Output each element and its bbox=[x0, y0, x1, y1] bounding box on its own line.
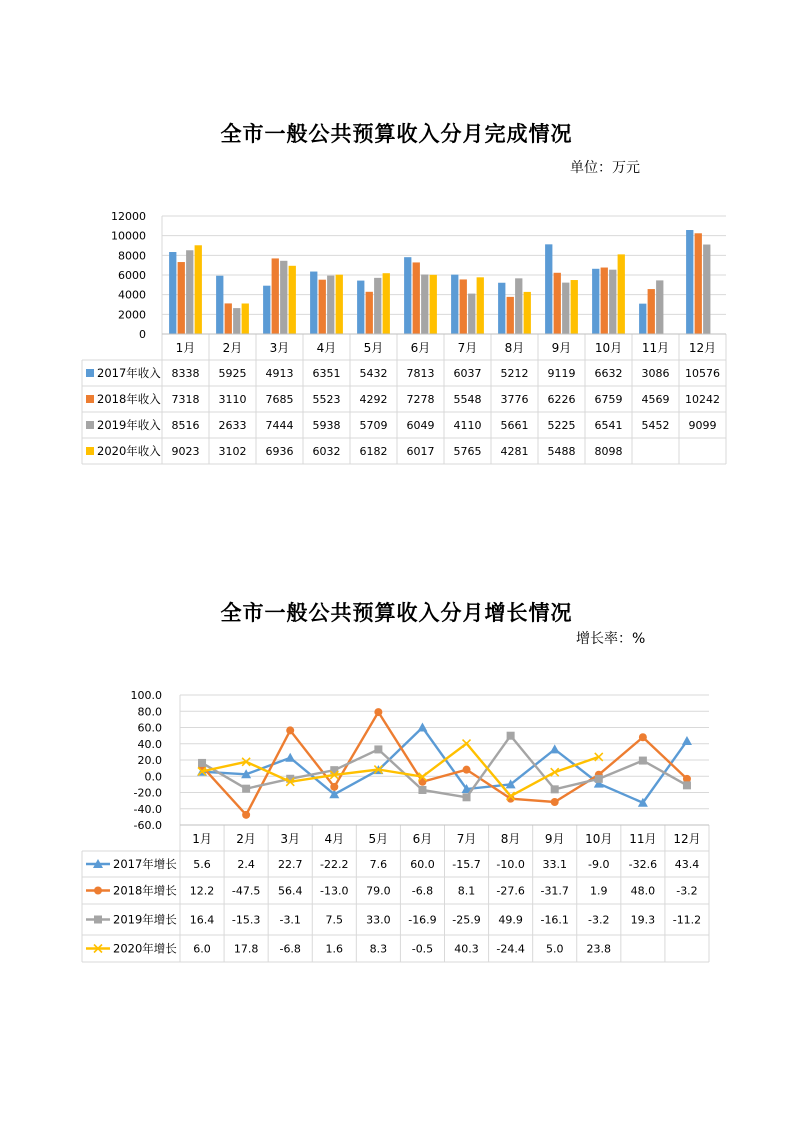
bar bbox=[703, 245, 710, 334]
data-label: -3.2 bbox=[588, 913, 610, 927]
marker bbox=[198, 759, 206, 767]
x-tick-label: 8月 bbox=[504, 341, 525, 355]
bar bbox=[336, 275, 343, 334]
data-label: 22.7 bbox=[277, 858, 303, 871]
data-label: 5523 bbox=[312, 393, 341, 406]
data-label: 19.3 bbox=[630, 913, 656, 927]
legend-label: 2017年收入 bbox=[97, 366, 161, 380]
legend-swatch bbox=[86, 369, 94, 377]
y-tick-label: 0.0 bbox=[144, 770, 162, 784]
data-label: -0.5 bbox=[411, 942, 434, 956]
data-label: -10.0 bbox=[496, 858, 525, 871]
data-label: -15.3 bbox=[231, 913, 261, 927]
bar bbox=[648, 289, 655, 334]
x-tick-label: 7月 bbox=[457, 341, 478, 355]
marker bbox=[463, 766, 471, 774]
data-label: 6351 bbox=[312, 367, 341, 380]
bar bbox=[272, 258, 279, 334]
legend-label: 2018年增长 bbox=[113, 883, 177, 898]
data-label: 60.0 bbox=[410, 858, 435, 871]
bar bbox=[571, 280, 578, 334]
data-label: 6541 bbox=[594, 419, 623, 432]
marker bbox=[550, 744, 560, 753]
data-label: 3102 bbox=[218, 445, 247, 458]
marker bbox=[94, 887, 102, 895]
x-tick-label: 1月 bbox=[175, 341, 196, 355]
legend-label: 2017年增长 bbox=[113, 857, 177, 871]
chart1-title: 全市一般公共预算收入分月完成情况 bbox=[220, 121, 573, 146]
x-tick-label: 10月 bbox=[585, 832, 613, 846]
data-label: 4292 bbox=[359, 393, 388, 406]
data-label: 23.8 bbox=[586, 942, 612, 956]
data-label: 40.3 bbox=[454, 942, 479, 956]
data-label: 6049 bbox=[406, 419, 435, 432]
data-label: 7685 bbox=[265, 393, 294, 406]
data-label: 2633 bbox=[218, 419, 247, 432]
y-tick-label: 100.0 bbox=[130, 689, 162, 702]
x-tick-label: 3月 bbox=[269, 341, 290, 355]
data-label: 5548 bbox=[453, 393, 482, 406]
bar bbox=[451, 275, 458, 334]
series-line bbox=[202, 736, 687, 798]
data-label: 6182 bbox=[359, 445, 388, 458]
x-tick-label: 7月 bbox=[456, 832, 477, 846]
data-label: 5925 bbox=[218, 367, 247, 380]
bar bbox=[310, 272, 317, 334]
legend-label: 2020年收入 bbox=[97, 444, 161, 458]
data-label: 5709 bbox=[359, 419, 388, 432]
data-label: 4569 bbox=[641, 393, 670, 406]
data-label: -11.2 bbox=[672, 913, 702, 927]
data-label: 9023 bbox=[171, 445, 200, 458]
data-label: 4110 bbox=[453, 419, 482, 432]
bar bbox=[216, 276, 223, 334]
bar bbox=[357, 281, 364, 334]
y-tick-label: 0 bbox=[139, 328, 146, 341]
bar bbox=[178, 262, 185, 334]
data-label: 5938 bbox=[312, 419, 341, 432]
x-tick-label: 11月 bbox=[641, 341, 670, 355]
data-label: -3.2 bbox=[676, 884, 698, 898]
data-label: 9099 bbox=[688, 419, 717, 432]
marker bbox=[285, 753, 295, 762]
y-tick-label: 40.0 bbox=[137, 737, 162, 751]
x-tick-label: 12月 bbox=[688, 341, 717, 355]
legend-label: 2020年增长 bbox=[113, 941, 177, 956]
data-label: -16.1 bbox=[540, 913, 569, 927]
y-tick-label: 6000 bbox=[118, 269, 146, 282]
data-label: 6759 bbox=[594, 393, 623, 406]
data-label: -9.0 bbox=[588, 858, 610, 871]
data-label: 5452 bbox=[641, 419, 670, 432]
legend-label: 2019年收入 bbox=[97, 418, 161, 432]
bar bbox=[319, 280, 326, 334]
data-label: 1.9 bbox=[590, 884, 608, 898]
data-label: 6032 bbox=[312, 445, 341, 458]
bar bbox=[383, 273, 390, 334]
chart1-unit-label: 单位：万元 bbox=[570, 160, 640, 176]
data-label: 33.1 bbox=[542, 858, 567, 871]
marker bbox=[94, 916, 102, 924]
data-label: 10576 bbox=[685, 367, 720, 380]
marker bbox=[595, 775, 603, 783]
x-tick-label: 5月 bbox=[368, 832, 389, 846]
data-label: 6226 bbox=[547, 393, 576, 406]
x-tick-label: 12月 bbox=[673, 832, 701, 846]
y-tick-label: 20.0 bbox=[137, 754, 162, 767]
data-label: -32.6 bbox=[628, 858, 658, 871]
x-tick-label: 2月 bbox=[222, 341, 243, 355]
data-label: 8.1 bbox=[457, 884, 476, 898]
y-tick-label: 80.0 bbox=[137, 705, 162, 719]
data-label: 12.2 bbox=[189, 884, 215, 898]
data-label: 5661 bbox=[500, 419, 529, 432]
data-label: -6.8 bbox=[279, 942, 301, 956]
bar bbox=[186, 250, 193, 334]
legend-label: 2018年收入 bbox=[97, 392, 161, 406]
bar bbox=[225, 303, 232, 334]
bar bbox=[524, 292, 531, 334]
marker bbox=[551, 798, 559, 806]
x-tick-label: 9月 bbox=[551, 341, 572, 355]
bar bbox=[592, 269, 599, 334]
bar bbox=[554, 273, 561, 334]
bar bbox=[498, 283, 505, 334]
x-tick-label: 8月 bbox=[500, 832, 521, 846]
y-tick-label: -40.0 bbox=[133, 802, 162, 816]
x-tick-label: 4月 bbox=[316, 341, 337, 355]
chart2-title: 全市一般公共预算收入分月增长情况 bbox=[220, 600, 573, 625]
y-tick-label: 8000 bbox=[118, 249, 146, 263]
data-label: 33.0 bbox=[366, 913, 391, 927]
data-label: 79.0 bbox=[366, 884, 391, 898]
marker bbox=[242, 811, 250, 819]
marker bbox=[507, 732, 515, 740]
marker bbox=[418, 786, 426, 794]
bar bbox=[366, 292, 373, 334]
bar bbox=[280, 261, 287, 334]
data-label: 7318 bbox=[171, 393, 200, 406]
data-label: 7.5 bbox=[325, 913, 344, 927]
data-label: 5225 bbox=[547, 419, 576, 432]
data-label: 9119 bbox=[547, 367, 576, 380]
data-label: 5.6 bbox=[193, 858, 211, 871]
bar bbox=[195, 245, 202, 334]
data-label: 56.4 bbox=[277, 884, 303, 898]
bar bbox=[562, 283, 569, 334]
x-tick-label: 10月 bbox=[594, 341, 623, 355]
bar bbox=[507, 297, 514, 334]
y-tick-label: -60.0 bbox=[133, 819, 162, 832]
x-tick-label: 6月 bbox=[412, 832, 433, 846]
y-tick-label: 60.0 bbox=[137, 721, 162, 735]
bar bbox=[169, 252, 176, 334]
bar bbox=[327, 276, 334, 334]
data-label: 4281 bbox=[500, 445, 529, 458]
data-label: 3110 bbox=[218, 393, 247, 406]
bar bbox=[477, 277, 484, 334]
data-label: 43.4 bbox=[674, 858, 700, 871]
data-label: 6936 bbox=[265, 445, 294, 458]
x-tick-label: 9月 bbox=[544, 832, 565, 846]
data-label: 3776 bbox=[500, 393, 529, 406]
data-label: 5488 bbox=[547, 445, 576, 458]
bar bbox=[233, 308, 240, 334]
data-label: -27.6 bbox=[496, 884, 525, 898]
x-tick-label: 2月 bbox=[236, 832, 256, 846]
marker bbox=[682, 736, 692, 745]
y-tick-label: 12000 bbox=[111, 210, 146, 223]
data-label: -16.9 bbox=[408, 913, 437, 927]
y-tick-label: 10000 bbox=[111, 229, 146, 243]
bar bbox=[468, 294, 475, 334]
legend-swatch bbox=[86, 395, 94, 403]
x-tick-label: 6月 bbox=[410, 341, 431, 355]
data-label: 5432 bbox=[359, 367, 388, 380]
marker bbox=[374, 708, 382, 716]
marker bbox=[683, 781, 691, 789]
data-label: 1.6 bbox=[325, 942, 344, 956]
bar bbox=[263, 286, 270, 334]
data-label: 5212 bbox=[500, 367, 529, 380]
marker bbox=[639, 757, 647, 765]
bar bbox=[686, 230, 693, 334]
data-label: 5765 bbox=[453, 445, 482, 458]
x-tick-label: 3月 bbox=[280, 832, 301, 846]
data-label: 8.3 bbox=[369, 942, 388, 956]
marker bbox=[242, 785, 250, 793]
data-label: 17.8 bbox=[233, 942, 259, 956]
data-label: -13.0 bbox=[320, 884, 349, 898]
marker bbox=[639, 733, 647, 741]
bar bbox=[374, 278, 381, 334]
bar bbox=[404, 257, 411, 334]
bar bbox=[421, 275, 428, 334]
bar bbox=[430, 275, 437, 334]
data-label: 3086 bbox=[641, 367, 670, 380]
bar bbox=[609, 270, 616, 334]
bar bbox=[656, 280, 663, 334]
bar bbox=[413, 262, 420, 334]
x-tick-label: 1月 bbox=[192, 832, 212, 846]
data-label: 16.4 bbox=[189, 913, 215, 927]
data-label: 6037 bbox=[453, 367, 482, 380]
bar bbox=[242, 303, 249, 334]
bar bbox=[639, 304, 646, 334]
marker bbox=[374, 745, 382, 753]
series-line bbox=[202, 728, 687, 803]
data-label: 8098 bbox=[594, 445, 623, 458]
bar bbox=[695, 233, 702, 334]
data-label: 8338 bbox=[171, 367, 200, 380]
bar bbox=[515, 278, 522, 334]
data-label: 7278 bbox=[406, 393, 435, 406]
data-label: 6017 bbox=[406, 445, 435, 458]
bar bbox=[460, 279, 467, 334]
chart2-unit-label: 增长率：% bbox=[576, 631, 646, 647]
data-label: 48.0 bbox=[630, 884, 656, 898]
marker bbox=[286, 726, 294, 734]
data-label: -3.1 bbox=[279, 913, 301, 927]
y-tick-label: 2000 bbox=[118, 308, 146, 322]
data-label: 7444 bbox=[265, 419, 294, 432]
data-label: 7.6 bbox=[369, 858, 388, 871]
marker bbox=[551, 785, 559, 793]
data-label: -15.7 bbox=[452, 858, 481, 871]
data-label: -25.9 bbox=[452, 913, 481, 927]
bar bbox=[545, 244, 552, 334]
legend-swatch bbox=[86, 421, 94, 429]
data-label: 6632 bbox=[594, 367, 623, 380]
data-label: -47.5 bbox=[231, 884, 261, 898]
y-tick-label: -20.0 bbox=[133, 786, 162, 800]
bar bbox=[618, 254, 625, 334]
bar bbox=[601, 268, 608, 334]
data-label: 49.9 bbox=[498, 913, 523, 927]
data-label: 8516 bbox=[171, 419, 200, 432]
marker bbox=[463, 793, 471, 801]
data-label: 2.4 bbox=[237, 858, 255, 871]
x-tick-label: 5月 bbox=[363, 341, 384, 355]
x-tick-label: 11月 bbox=[629, 832, 657, 846]
data-label: 5.0 bbox=[545, 942, 564, 956]
data-label: -31.7 bbox=[540, 884, 569, 898]
marker bbox=[330, 783, 338, 791]
legend-label: 2019年增长 bbox=[113, 912, 177, 927]
data-label: 7813 bbox=[406, 367, 435, 380]
legend-swatch bbox=[86, 447, 94, 455]
data-label: -22.2 bbox=[320, 858, 349, 871]
data-label: -6.8 bbox=[411, 884, 434, 898]
data-label: 10242 bbox=[685, 393, 720, 406]
data-label: 4913 bbox=[265, 367, 294, 380]
x-tick-label: 4月 bbox=[324, 832, 345, 846]
bar bbox=[289, 266, 296, 334]
data-label: 6.0 bbox=[193, 942, 211, 956]
y-tick-label: 4000 bbox=[118, 288, 146, 302]
data-label: -24.4 bbox=[496, 942, 525, 956]
